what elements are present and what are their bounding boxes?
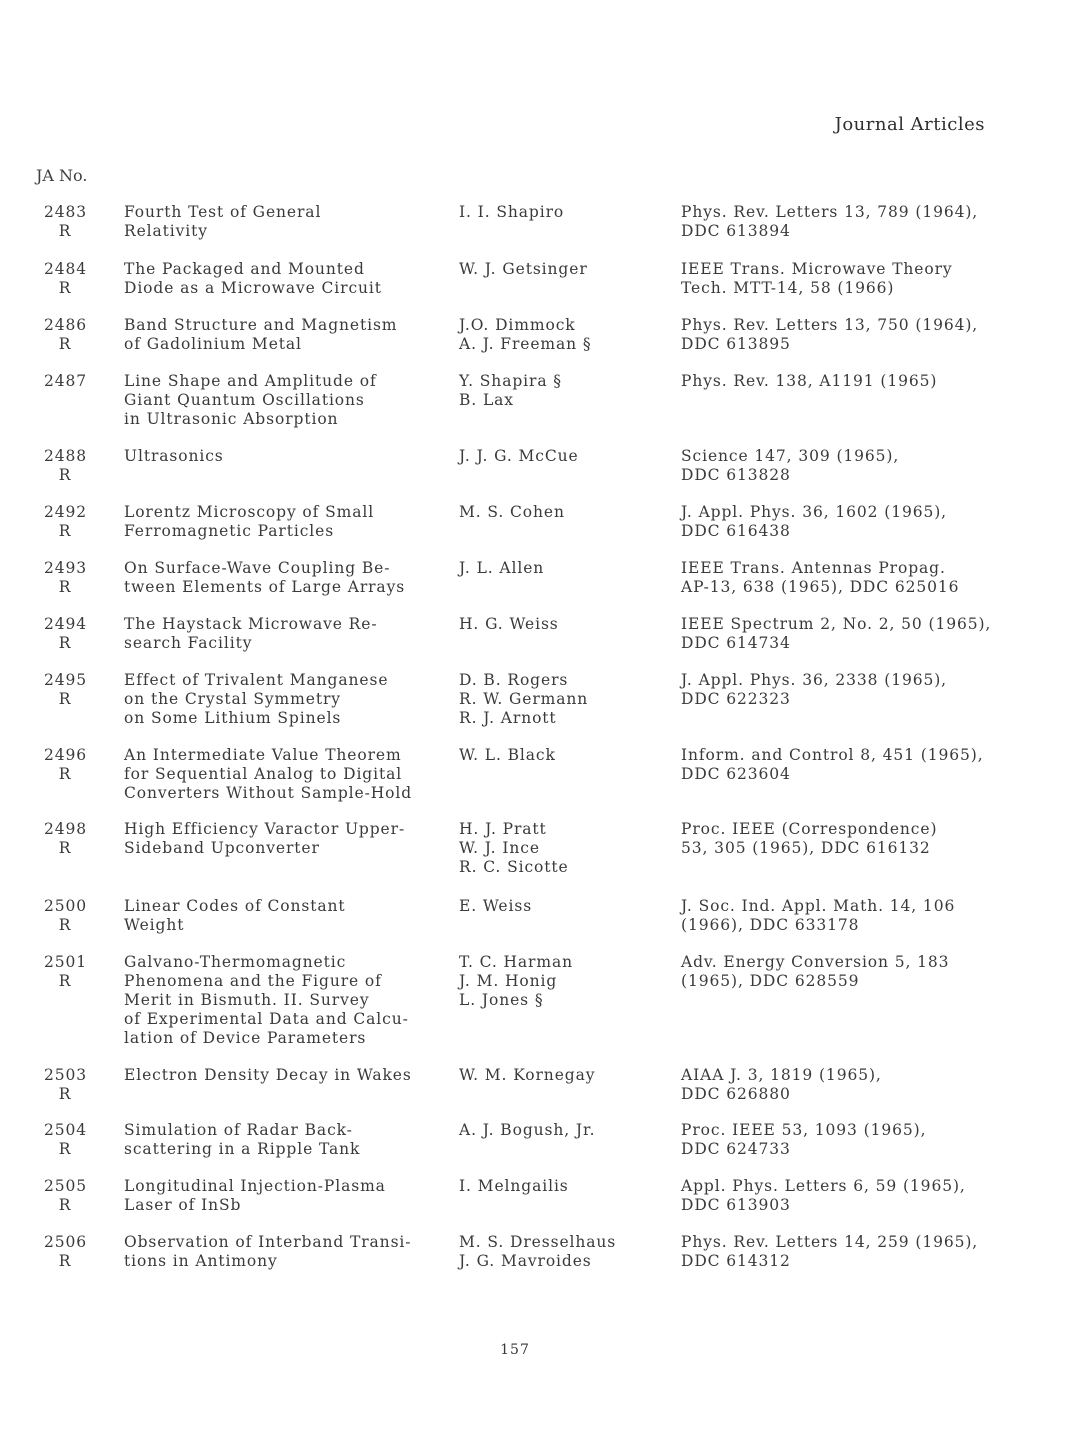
- article-title: Galvano-Thermomagnetic Phenomena and the Figure of Merit in Bismuth. II. Survey of Experimental Data and Calcu- lation of Device Parameters: [124, 953, 409, 1047]
- ja-number: 2492 R: [44, 503, 88, 540]
- ja-number: 2506 R: [44, 1233, 88, 1270]
- article-reference: Proc. IEEE (Correspondence) 53, 305 (1965), DDC 616132: [681, 820, 938, 857]
- article-title: The Packaged and Mounted Diode as a Microwave Circuit: [124, 260, 382, 297]
- article-reference: Appl. Phys. Letters 6, 59 (1965), DDC 613903: [681, 1177, 966, 1214]
- ja-number: 2501 R: [44, 953, 88, 990]
- article-title: High Efficiency Varactor Upper- Sideband Upconverter: [124, 820, 406, 857]
- article-reference: IEEE Trans. Antennas Propag. AP-13, 638 (1965), DDC 625016: [681, 559, 960, 596]
- ja-number: 2494 R: [44, 615, 88, 652]
- ja-number: 2505 R: [44, 1177, 88, 1214]
- article-entry: [0, 615, 1090, 671]
- article-title: Linear Codes of Constant Weight: [124, 897, 346, 934]
- article-reference: J. Appl. Phys. 36, 2338 (1965), DDC 622323: [681, 671, 948, 708]
- ja-number: 2484 R: [44, 260, 88, 297]
- article-entry: [0, 1121, 1090, 1177]
- ja-number: 2500 R: [44, 897, 88, 934]
- article-reference: Phys. Rev. Letters 13, 750 (1964), DDC 613895: [681, 316, 979, 353]
- article-reference: J. Appl. Phys. 36, 1602 (1965), DDC 616438: [681, 503, 948, 540]
- article-reference: IEEE Spectrum 2, No. 2, 50 (1965), DDC 614734: [681, 615, 992, 652]
- article-entry: [0, 447, 1090, 503]
- article-entry: [0, 316, 1090, 372]
- ja-number: 2493 R: [44, 559, 88, 596]
- article-reference: AIAA J. 3, 1819 (1965), DDC 626880: [681, 1066, 882, 1103]
- ja-number: 2503 R: [44, 1066, 88, 1103]
- article-authors: W. L. Black: [459, 746, 556, 764]
- article-authors: M. S. Dresselhaus J. G. Mavroides: [459, 1233, 617, 1270]
- article-authors: I. Melngailis: [459, 1177, 569, 1195]
- ja-number: 2486 R: [44, 316, 88, 353]
- article-reference: Proc. IEEE 53, 1093 (1965), DDC 624733: [681, 1121, 927, 1158]
- article-authors: M. S. Cohen: [459, 503, 565, 521]
- article-authors: J. L. Allen: [459, 559, 545, 577]
- article-reference: Inform. and Control 8, 451 (1965), DDC 623604: [681, 746, 984, 783]
- article-title: Lorentz Microscopy of Small Ferromagnetic Particles: [124, 503, 375, 540]
- article-title: Line Shape and Amplitude of Giant Quantum Oscillations in Ultrasonic Absorption: [124, 372, 377, 428]
- article-authors: T. C. Harman J. M. Honig L. Jones §: [459, 953, 573, 1009]
- article-authors: I. I. Shapiro: [459, 203, 565, 221]
- ja-number: 2487: [44, 372, 88, 390]
- page-title: Journal Articles: [834, 114, 985, 135]
- article-reference: IEEE Trans. Microwave Theory Tech. MTT-14, 58 (1966): [681, 260, 953, 297]
- article-title: Electron Density Decay in Wakes: [124, 1066, 412, 1084]
- article-title: On Surface-Wave Coupling Be- tween Elements of Large Arrays: [124, 559, 406, 596]
- article-authors: E. Weiss: [459, 897, 533, 915]
- article-list: [0, 203, 1090, 1273]
- article-authors: J. J. G. McCue: [459, 447, 579, 465]
- article-title: Ultrasonics: [124, 447, 224, 465]
- article-entry: [0, 820, 1090, 897]
- article-title: Observation of Interband Transi- tions in Antimony: [124, 1233, 412, 1270]
- article-title: The Haystack Microwave Re- search Facility: [124, 615, 378, 652]
- article-authors: Y. Shapira § B. Lax: [459, 372, 562, 409]
- ja-number: 2483 R: [44, 203, 88, 240]
- article-entry: [0, 260, 1090, 316]
- ja-number: 2495 R: [44, 671, 88, 708]
- article-authors: H. J. Pratt W. J. Ince R. C. Sicotte: [459, 820, 569, 876]
- article-title: Effect of Trivalent Manganese on the Crystal Symmetry on Some Lithium Spinels: [124, 671, 389, 727]
- article-authors: J.O. Dimmock A. J. Freeman §: [459, 316, 592, 353]
- article-reference: Science 147, 309 (1965), DDC 613828: [681, 447, 900, 484]
- article-entry: [0, 1233, 1090, 1273]
- article-authors: A. J. Bogush, Jr.: [459, 1121, 596, 1139]
- page-number: 157: [500, 1342, 530, 1358]
- article-entry: [0, 559, 1090, 615]
- article-authors: W. M. Kornegay: [459, 1066, 596, 1084]
- article-reference: Phys. Rev. 138, A1191 (1965): [681, 372, 938, 390]
- article-title: An Intermediate Value Theorem for Sequential Analog to Digital Converters Without Sample-Hold: [124, 746, 413, 802]
- article-authors: W. J. Getsinger: [459, 260, 588, 278]
- article-authors: D. B. Rogers R. W. Germann R. J. Arnott: [459, 671, 589, 727]
- article-authors: H. G. Weiss: [459, 615, 559, 633]
- ja-number: 2504 R: [44, 1121, 88, 1158]
- article-reference: Adv. Energy Conversion 5, 183 (1965), DDC 628559: [681, 953, 950, 990]
- column-label-ja-no: JA No.: [36, 166, 88, 185]
- article-reference: J. Soc. Ind. Appl. Math. 14, 106 (1966), DDC 633178: [681, 897, 956, 934]
- ja-number: 2496 R: [44, 746, 88, 783]
- article-reference: Phys. Rev. Letters 14, 259 (1965), DDC 614312: [681, 1233, 979, 1270]
- article-entry: [0, 953, 1090, 1066]
- article-title: Simulation of Radar Back- scattering in a Ripple Tank: [124, 1121, 361, 1158]
- article-entry: [0, 1066, 1090, 1121]
- article-title: Longitudinal Injection-Plasma Laser of InSb: [124, 1177, 386, 1214]
- article-entry: [0, 1177, 1090, 1233]
- article-title: Fourth Test of General Relativity: [124, 203, 322, 240]
- article-title: Band Structure and Magnetism of Gadolinium Metal: [124, 316, 398, 353]
- article-entry: [0, 503, 1090, 559]
- article-entry: [0, 372, 1090, 447]
- article-entry: [0, 203, 1090, 260]
- ja-number: 2488 R: [44, 447, 88, 484]
- ja-number: 2498 R: [44, 820, 88, 857]
- article-entry: [0, 897, 1090, 953]
- article-entry: [0, 746, 1090, 820]
- article-entry: [0, 671, 1090, 746]
- article-reference: Phys. Rev. Letters 13, 789 (1964), DDC 613894: [681, 203, 979, 240]
